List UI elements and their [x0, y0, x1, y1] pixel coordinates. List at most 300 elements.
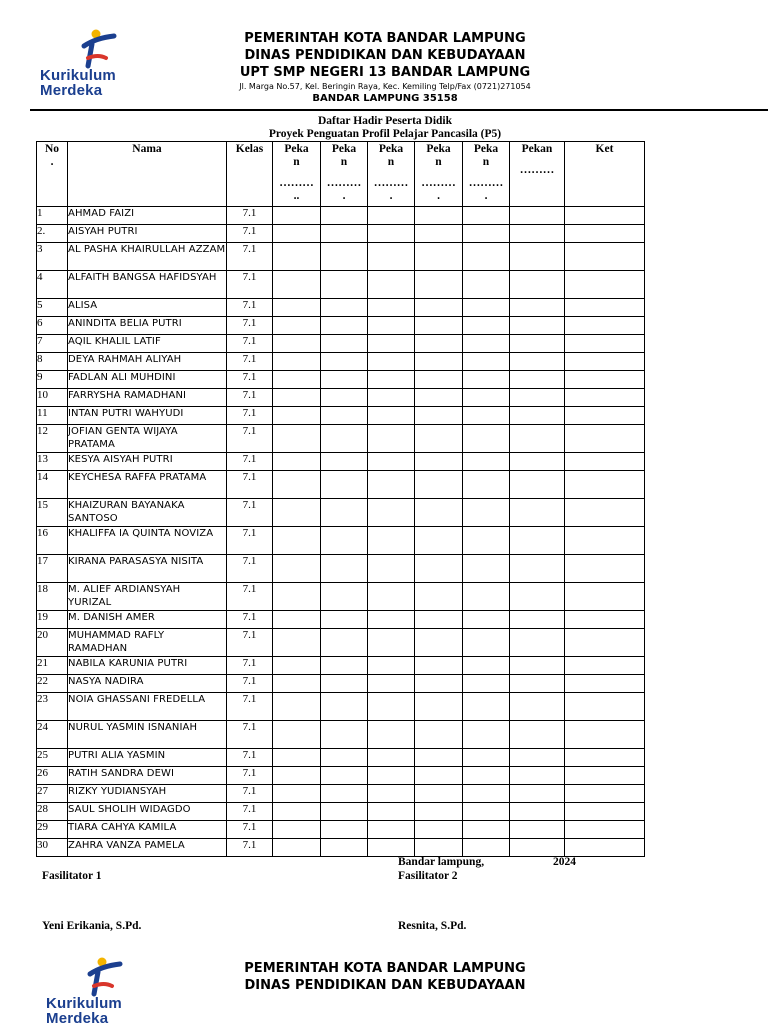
student-name: FARRYSHA RAMADHANI [68, 389, 227, 407]
attendance-cell-pekan-6 [510, 657, 565, 675]
attendance-cell-pekan-3 [368, 693, 415, 721]
student-name: JOFIAN GENTA WIJAYA PRATAMA [68, 425, 227, 453]
attendance-cell-pekan-6 [510, 407, 565, 425]
attendance-cell-pekan-5 [463, 407, 510, 425]
attendance-cell-pekan-6 [510, 527, 565, 555]
student-class: 7.1 [227, 611, 273, 629]
attendance-cell-pekan-2 [321, 611, 368, 629]
attendance-cell-pekan-5 [463, 317, 510, 335]
student-name: M. ALIEF ARDIANSYAH YURIZAL [68, 583, 227, 611]
table-row [37, 389, 645, 407]
attendance-cell-pekan-5 [463, 499, 510, 527]
col-header-nama: Nama [68, 142, 227, 207]
ket-cell [565, 583, 645, 611]
attendance-cell-pekan-4 [415, 317, 463, 335]
attendance-cell-pekan-6 [510, 353, 565, 371]
logo-line-2: Merdeka [40, 82, 103, 99]
attendance-cell-pekan-2 [321, 407, 368, 425]
year: 2024 [553, 856, 576, 868]
student-class: 7.1 [227, 583, 273, 611]
student-name: NURUL YASMIN ISNANIAH [68, 721, 227, 749]
row-number: 28 [37, 803, 68, 821]
row-number: 16 [37, 527, 68, 555]
attendance-cell-pekan-5 [463, 299, 510, 317]
ket-cell [565, 721, 645, 749]
row-number: 11 [37, 407, 68, 425]
attendance-cell-pekan-5 [463, 425, 510, 453]
header-line-2: DINAS PENDIDIKAN DAN KEBUDAYAAN [244, 48, 526, 63]
student-class: 7.1 [227, 749, 273, 767]
header-line-3: UPT SMP NEGERI 13 BANDAR LAMPUNG [239, 65, 531, 80]
attendance-cell-pekan-3 [368, 555, 415, 583]
row-number: 6 [37, 317, 68, 335]
table-row [37, 583, 645, 611]
attendance-cell-pekan-5 [463, 657, 510, 675]
attendance-cell-pekan-2 [321, 471, 368, 499]
row-number: 30 [37, 839, 68, 857]
table-row [37, 271, 645, 299]
pekan-3-dots: ……… [373, 177, 409, 189]
attendance-cell-pekan-4 [415, 555, 463, 583]
table-row [37, 243, 645, 271]
attendance-cell-pekan-5 [463, 629, 510, 657]
student-name: ANINDITA BELIA PUTRI [68, 317, 227, 335]
attendance-cell-pekan-5 [463, 555, 510, 583]
student-name: KHAIZURAN BAYANAKA SANTOSO [68, 499, 227, 527]
attendance-cell-pekan-3 [368, 839, 415, 857]
attendance-cell-pekan-2 [321, 821, 368, 839]
attendance-cell-pekan-1 [273, 721, 321, 749]
row-number: 29 [37, 821, 68, 839]
pekan-5-word-end: n [482, 156, 490, 168]
student-name: KESYA AISYAH PUTRI [68, 453, 227, 471]
student-name: AQIL KHALIL LATIF [68, 335, 227, 353]
attendance-cell-pekan-4 [415, 611, 463, 629]
table-row [37, 657, 645, 675]
attendance-cell-pekan-3 [368, 749, 415, 767]
attendance-cell-pekan-4 [415, 243, 463, 271]
attendance-cell-pekan-5 [463, 785, 510, 803]
student-name: PUTRI ALIA YASMIN [68, 749, 227, 767]
next-page-header-line-1: PEMERINTAH KOTA BANDAR LAMPUNG [244, 961, 526, 976]
attendance-cell-pekan-5 [463, 839, 510, 857]
student-name: ALFAITH BANGSA HAFIDSYAH [68, 271, 227, 299]
logo-line-1-page-2: Kurikulum [46, 995, 122, 1012]
pekan-3-word: Peka [378, 143, 404, 155]
ket-cell [565, 453, 645, 471]
ket-cell [565, 353, 645, 371]
attendance-cell-pekan-4 [415, 299, 463, 317]
attendance-cell-pekan-3 [368, 675, 415, 693]
table-row [37, 785, 645, 803]
pekan-1-word-end: n [293, 156, 300, 168]
attendance-cell-pekan-1 [273, 299, 321, 317]
attendance-cell-pekan-1 [273, 225, 321, 243]
attendance-cell-pekan-2 [321, 675, 368, 693]
pekan-3-word-end: n [387, 156, 395, 168]
ket-cell [565, 389, 645, 407]
attendance-cell-pekan-6 [510, 371, 565, 389]
attendance-cell-pekan-4 [415, 629, 463, 657]
attendance-rows [37, 207, 645, 857]
attendance-cell-pekan-3 [368, 335, 415, 353]
attendance-cell-pekan-4 [415, 749, 463, 767]
ket-cell [565, 299, 645, 317]
attendance-cell-pekan-4 [415, 407, 463, 425]
student-class: 7.1 [227, 803, 273, 821]
student-name: AL PASHA KHAIRULLAH AZZAM [68, 243, 227, 271]
attendance-cell-pekan-6 [510, 721, 565, 749]
attendance-cell-pekan-6 [510, 207, 565, 225]
row-number: 26 [37, 767, 68, 785]
student-name: SAUL SHOLIH WIDAGDO [68, 803, 227, 821]
col-header-pekan-6 [510, 142, 565, 207]
attendance-cell-pekan-6 [510, 425, 565, 453]
attendance-cell-pekan-2 [321, 693, 368, 721]
attendance-cell-pekan-1 [273, 611, 321, 629]
attendance-cell-pekan-1 [273, 407, 321, 425]
student-name: FADLAN ALI MUHDINI [68, 371, 227, 389]
ket-cell [565, 335, 645, 353]
row-number: 4 [37, 271, 68, 299]
ket-cell [565, 675, 645, 693]
attendance-cell-pekan-5 [463, 527, 510, 555]
row-number: 7 [37, 335, 68, 353]
attendance-cell-pekan-6 [510, 243, 565, 271]
attendance-cell-pekan-4 [415, 839, 463, 857]
attendance-cell-pekan-6 [510, 675, 565, 693]
document-title: Daftar Hadir Peserta Didik [317, 115, 453, 127]
student-name: RATIH SANDRA DEWI [68, 767, 227, 785]
attendance-cell-pekan-5 [463, 271, 510, 299]
attendance-cell-pekan-6 [510, 629, 565, 657]
ket-cell [565, 207, 645, 225]
attendance-cell-pekan-4 [415, 271, 463, 299]
pekan-3-dots-end: . [389, 190, 393, 202]
col-header-no [37, 142, 68, 207]
attendance-cell-pekan-1 [273, 785, 321, 803]
attendance-cell-pekan-5 [463, 767, 510, 785]
attendance-cell-pekan-6 [510, 803, 565, 821]
attendance-cell-pekan-6 [510, 785, 565, 803]
student-name: MUHAMMAD RAFLY RAMADHAN [68, 629, 227, 657]
attendance-cell-pekan-3 [368, 611, 415, 629]
header-line-1: PEMERINTAH KOTA BANDAR LAMPUNG [244, 31, 526, 46]
header-divider [30, 109, 768, 111]
table-row [37, 299, 645, 317]
attendance-cell-pekan-5 [463, 675, 510, 693]
attendance-cell-pekan-1 [273, 335, 321, 353]
col-header-kelas: Kelas [227, 142, 273, 207]
fasilitator-1-label: Fasilitator 1 [42, 870, 102, 882]
row-number: 23 [37, 693, 68, 721]
student-name: NABILA KARUNIA PUTRI [68, 657, 227, 675]
attendance-cell-pekan-2 [321, 629, 368, 657]
attendance-cell-pekan-3 [368, 271, 415, 299]
col-header-pekan-5 [463, 142, 510, 207]
table-row [37, 767, 645, 785]
attendance-cell-pekan-6 [510, 693, 565, 721]
attendance-cell-pekan-6 [510, 471, 565, 499]
ket-cell [565, 785, 645, 803]
attendance-cell-pekan-2 [321, 785, 368, 803]
pekan-5-dots-end: . [484, 190, 488, 202]
ket-cell [565, 371, 645, 389]
attendance-cell-pekan-3 [368, 371, 415, 389]
table-row [37, 821, 645, 839]
attendance-cell-pekan-6 [510, 767, 565, 785]
logo-line-1: Kurikulum [40, 67, 116, 84]
ket-cell [565, 527, 645, 555]
attendance-cell-pekan-2 [321, 271, 368, 299]
header-address: Jl. Marga No.57, Kel. Beringin Raya, Kec. Kemiling Telp/Fax (0721)271054 [239, 82, 531, 91]
pekan-4-word: Peka [426, 143, 451, 155]
attendance-cell-pekan-5 [463, 453, 510, 471]
attendance-cell-pekan-3 [368, 353, 415, 371]
attendance-cell-pekan-3 [368, 629, 415, 657]
attendance-cell-pekan-1 [273, 629, 321, 657]
pekan-4-word-end: n [435, 156, 442, 168]
ket-cell [565, 425, 645, 453]
logo-line-2-page-2: Merdeka [46, 1010, 109, 1024]
table-row [37, 749, 645, 767]
table-row [37, 471, 645, 499]
attendance-cell-pekan-1 [273, 657, 321, 675]
student-class: 7.1 [227, 207, 273, 225]
attendance-cell-pekan-5 [463, 353, 510, 371]
row-number: 18 [37, 583, 68, 611]
pekan-5-dots: ……… [468, 177, 504, 189]
table-row [37, 527, 645, 555]
attendance-cell-pekan-1 [273, 353, 321, 371]
attendance-cell-pekan-2 [321, 749, 368, 767]
ket-cell [565, 657, 645, 675]
attendance-cell-pekan-2 [321, 803, 368, 821]
attendance-cell-pekan-1 [273, 271, 321, 299]
pekan-1-dots-end: .. [293, 190, 300, 202]
attendance-cell-pekan-1 [273, 425, 321, 453]
table-header-row [37, 142, 645, 207]
row-number: 20 [37, 629, 68, 657]
student-class: 7.1 [227, 371, 273, 389]
attendance-cell-pekan-5 [463, 207, 510, 225]
attendance-cell-pekan-3 [368, 225, 415, 243]
attendance-cell-pekan-3 [368, 471, 415, 499]
attendance-cell-pekan-2 [321, 721, 368, 749]
attendance-cell-pekan-4 [415, 207, 463, 225]
attendance-table [36, 141, 645, 857]
attendance-cell-pekan-1 [273, 803, 321, 821]
student-name: AHMAD FAIZI [68, 207, 227, 225]
row-number: 2. [37, 225, 68, 243]
attendance-cell-pekan-3 [368, 407, 415, 425]
place-date: Bandar lampung, [398, 856, 485, 868]
attendance-cell-pekan-1 [273, 527, 321, 555]
attendance-cell-pekan-4 [415, 675, 463, 693]
student-name: TIARA CAHYA KAMILA [68, 821, 227, 839]
attendance-cell-pekan-5 [463, 821, 510, 839]
attendance-cell-pekan-1 [273, 243, 321, 271]
attendance-cell-pekan-3 [368, 317, 415, 335]
student-class: 7.1 [227, 353, 273, 371]
attendance-cell-pekan-4 [415, 453, 463, 471]
pekan-1-dots: ……… [279, 177, 314, 189]
attendance-cell-pekan-1 [273, 453, 321, 471]
ket-cell [565, 749, 645, 767]
attendance-cell-pekan-3 [368, 721, 415, 749]
attendance-cell-pekan-6 [510, 389, 565, 407]
pekan-2-word: Peka [331, 143, 357, 155]
attendance-cell-pekan-2 [321, 583, 368, 611]
pekan-1-word: Peka [284, 143, 309, 155]
attendance-cell-pekan-5 [463, 243, 510, 271]
attendance-cell-pekan-3 [368, 583, 415, 611]
col-header-no-text: No [44, 143, 60, 155]
table-row [37, 499, 645, 527]
attendance-cell-pekan-6 [510, 335, 565, 353]
attendance-cell-pekan-3 [368, 527, 415, 555]
table-row [37, 555, 645, 583]
row-number: 5 [37, 299, 68, 317]
row-number: 27 [37, 785, 68, 803]
col-header-pekan-1 [273, 142, 321, 207]
attendance-cell-pekan-4 [415, 767, 463, 785]
student-name: ZAHRA VANZA PAMELA [68, 839, 227, 857]
student-class: 7.1 [227, 721, 273, 749]
col-header-pekan-3 [368, 142, 415, 207]
attendance-cell-pekan-3 [368, 425, 415, 453]
ket-cell [565, 499, 645, 527]
attendance-cell-pekan-6 [510, 317, 565, 335]
pekan-2-word-end: n [340, 156, 348, 168]
row-number: 3 [37, 243, 68, 271]
attendance-cell-pekan-3 [368, 499, 415, 527]
table-row [37, 225, 645, 243]
student-name: AISYAH PUTRI [68, 225, 227, 243]
col-header-no-dot: . [50, 156, 54, 168]
attendance-cell-pekan-5 [463, 389, 510, 407]
attendance-cell-pekan-3 [368, 821, 415, 839]
table-row [37, 611, 645, 629]
attendance-cell-pekan-4 [415, 803, 463, 821]
attendance-cell-pekan-2 [321, 371, 368, 389]
attendance-cell-pekan-6 [510, 839, 565, 857]
pekan-6-word: Pekan [521, 143, 553, 155]
ket-cell [565, 839, 645, 857]
pekan-6-dots: ……… [519, 164, 555, 176]
row-number: 17 [37, 555, 68, 583]
student-class: 7.1 [227, 243, 273, 271]
attendance-cell-pekan-4 [415, 693, 463, 721]
student-class: 7.1 [227, 527, 273, 555]
ket-cell [565, 767, 645, 785]
student-class: 7.1 [227, 555, 273, 583]
pekan-4-dots-end: . [437, 190, 440, 202]
table-row [37, 629, 645, 657]
table-row [37, 803, 645, 821]
pekan-5-word: Peka [473, 143, 499, 155]
attendance-cell-pekan-1 [273, 389, 321, 407]
attendance-cell-pekan-4 [415, 389, 463, 407]
attendance-cell-pekan-2 [321, 555, 368, 583]
attendance-cell-pekan-1 [273, 675, 321, 693]
attendance-cell-pekan-1 [273, 767, 321, 785]
row-number: 10 [37, 389, 68, 407]
student-class: 7.1 [227, 271, 273, 299]
ket-cell [565, 317, 645, 335]
table-row [37, 453, 645, 471]
fasilitator-1-name: Yeni Erikania, S.Pd. [42, 920, 142, 932]
col-header-pekan-2 [321, 142, 368, 207]
table-row [37, 675, 645, 693]
kurikulum-merdeka-logo-page-2 [46, 956, 146, 1024]
student-class: 7.1 [227, 629, 273, 657]
attendance-cell-pekan-3 [368, 299, 415, 317]
student-class: 7.1 [227, 389, 273, 407]
student-class: 7.1 [227, 657, 273, 675]
fasilitator-2-label: Fasilitator 2 [398, 870, 458, 882]
attendance-cell-pekan-1 [273, 583, 321, 611]
attendance-cell-pekan-6 [510, 611, 565, 629]
row-number: 12 [37, 425, 68, 453]
attendance-cell-pekan-4 [415, 821, 463, 839]
student-class: 7.1 [227, 299, 273, 317]
attendance-cell-pekan-1 [273, 555, 321, 583]
attendance-cell-pekan-2 [321, 425, 368, 453]
row-number: 21 [37, 657, 68, 675]
pekan-2-dots: ……… [326, 177, 362, 189]
ket-cell [565, 693, 645, 721]
student-name: RIZKY YUDIANSYAH [68, 785, 227, 803]
attendance-cell-pekan-2 [321, 453, 368, 471]
attendance-cell-pekan-1 [273, 839, 321, 857]
student-name: NASYA NADIRA [68, 675, 227, 693]
attendance-cell-pekan-5 [463, 371, 510, 389]
student-name: KEYCHESA RAFFA PRATAMA [68, 471, 227, 499]
table-row [37, 839, 645, 857]
ket-cell [565, 611, 645, 629]
student-class: 7.1 [227, 335, 273, 353]
attendance-cell-pekan-1 [273, 471, 321, 499]
attendance-cell-pekan-4 [415, 527, 463, 555]
attendance-cell-pekan-3 [368, 767, 415, 785]
row-number: 13 [37, 453, 68, 471]
attendance-cell-pekan-4 [415, 225, 463, 243]
attendance-cell-pekan-4 [415, 721, 463, 749]
ket-cell [565, 471, 645, 499]
attendance-cell-pekan-4 [415, 499, 463, 527]
col-header-ket: Ket [565, 142, 645, 207]
student-name: KIRANA PARASASYA NISITA [68, 555, 227, 583]
student-class: 7.1 [227, 317, 273, 335]
student-class: 7.1 [227, 225, 273, 243]
attendance-cell-pekan-5 [463, 225, 510, 243]
attendance-cell-pekan-2 [321, 767, 368, 785]
student-class: 7.1 [227, 839, 273, 857]
row-number: 14 [37, 471, 68, 499]
student-class: 7.1 [227, 407, 273, 425]
attendance-cell-pekan-1 [273, 499, 321, 527]
attendance-cell-pekan-3 [368, 803, 415, 821]
student-name: KHALIFFA IA QUINTA NOVIZA [68, 527, 227, 555]
attendance-cell-pekan-6 [510, 271, 565, 299]
table-row [37, 693, 645, 721]
row-number: 9 [37, 371, 68, 389]
student-class: 7.1 [227, 675, 273, 693]
student-class: 7.1 [227, 425, 273, 453]
attendance-cell-pekan-2 [321, 499, 368, 527]
row-number: 25 [37, 749, 68, 767]
